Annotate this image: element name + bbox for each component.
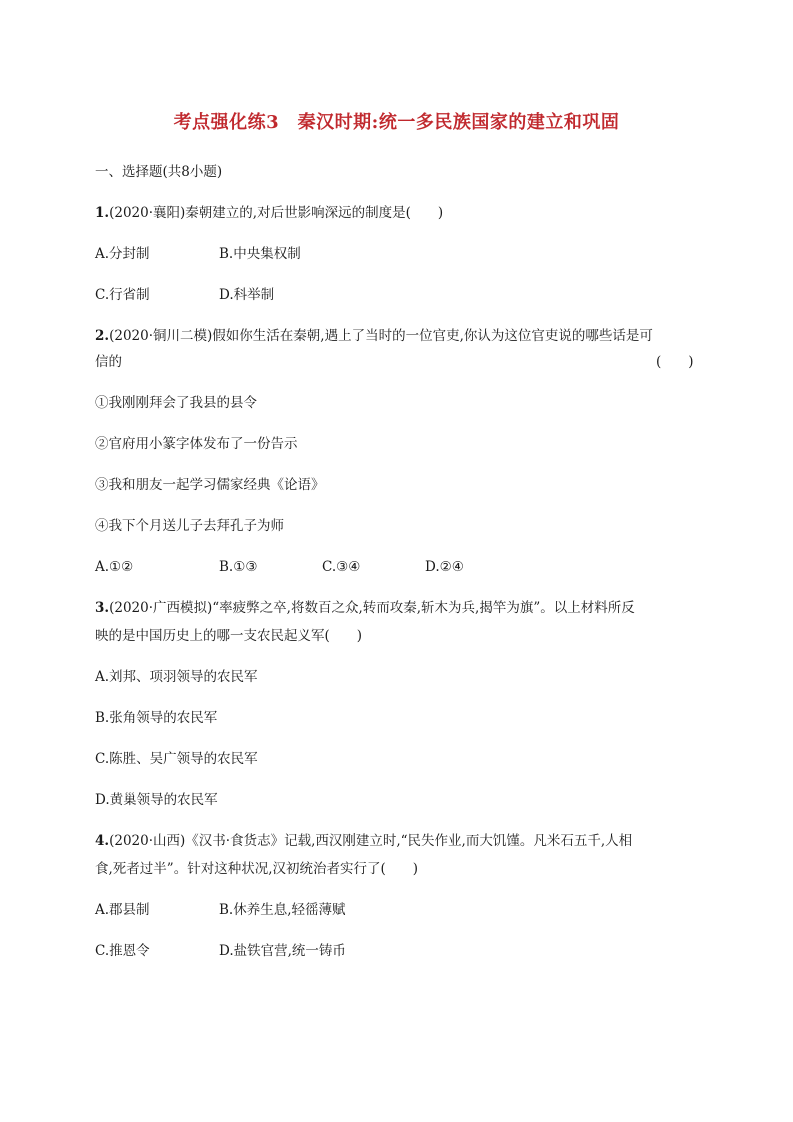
question-text: (2020·铜川二模)假如你生活在秦朝,遇上了当时的一位官吏,你认为这位官吏说的哪些话是可 bbox=[109, 328, 653, 344]
question-number: 2. bbox=[95, 328, 110, 344]
question-3-stem-line-2: 映的是中国历史上的哪一支农民起义军( ) bbox=[95, 628, 363, 644]
question-1-stem bbox=[95, 204, 443, 222]
statement-1: ①我刚刚拜会了我县的县令 bbox=[95, 395, 257, 411]
option-a: A.郡县制 bbox=[95, 902, 150, 918]
question-3-option-c: C.陈胜、吴广领导的农民军 bbox=[95, 751, 258, 767]
question-3-option-d: D.黄巢领导的农民军 bbox=[95, 792, 218, 808]
question-text: (2020·山西)《汉书·食货志》记载,西汉刚建立时,“民失作业,而大饥馑。凡米石五千,人相 bbox=[109, 833, 633, 849]
question-3-option-a: A.刘邦、项羽领导的农民军 bbox=[95, 669, 258, 685]
question-2-stem-line-1 bbox=[95, 327, 653, 345]
option-c: C.行省制 bbox=[95, 287, 150, 303]
question-number: 3. bbox=[95, 600, 110, 616]
statement-2: ②官府用小篆字体发布了一份告示 bbox=[95, 436, 298, 452]
option-d: D.②④ bbox=[425, 559, 464, 575]
option-b: B.①③ bbox=[219, 559, 258, 575]
option-b: B.中央集权制 bbox=[219, 246, 301, 262]
option-c: C.推恩令 bbox=[95, 943, 150, 959]
statement-4: ④我下个月送儿子去拜孔子为师 bbox=[95, 518, 284, 534]
question-2-stem-line-2: 信的 bbox=[95, 354, 122, 370]
question-text: (2020·襄阳)秦朝建立的,对后世影响深远的制度是( ) bbox=[109, 205, 444, 221]
option-d: D.盐铁官营,统一铸币 bbox=[219, 943, 346, 959]
option-d: D.科举制 bbox=[219, 287, 275, 303]
option-b: B.休养生息,轻徭薄赋 bbox=[219, 902, 346, 918]
question-text: (2020·广西模拟)“率疲弊之卒,将数百之众,转而攻秦,斩木为兵,揭竿为旗”。以上材料所反 bbox=[109, 600, 635, 616]
option-c: C.③④ bbox=[322, 559, 361, 575]
statement-3: ③我和朋友一起学习儒家经典《论语》 bbox=[95, 477, 325, 493]
option-a: A.①② bbox=[95, 559, 134, 575]
answer-bracket: ( ) bbox=[656, 354, 694, 370]
question-3-stem-line-1 bbox=[95, 599, 635, 617]
option-a: A.分封制 bbox=[95, 246, 150, 262]
page-title: 考点强化练3 秦汉时期:统一多民族国家的建立和巩固 bbox=[173, 112, 620, 133]
question-number: 4. bbox=[95, 833, 110, 849]
question-4-stem-line-1 bbox=[95, 832, 632, 850]
question-4-stem-line-2: 食,死者过半”。针对这种状况,汉初统治者实行了( ) bbox=[95, 861, 419, 877]
section-heading: 一、选择题(共8小题) bbox=[95, 164, 223, 180]
question-3-option-b: B.张角领导的农民军 bbox=[95, 710, 218, 726]
question-number: 1. bbox=[95, 205, 110, 221]
